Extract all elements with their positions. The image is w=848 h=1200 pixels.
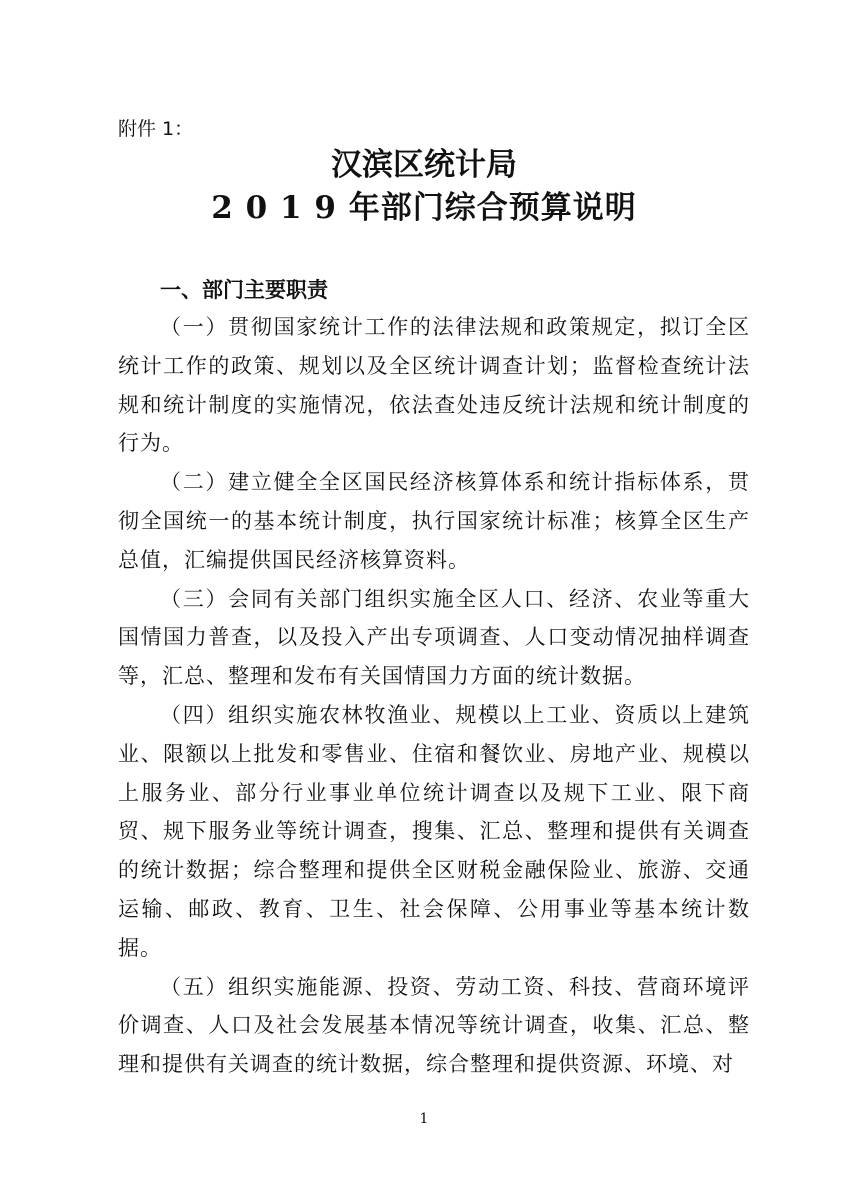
paragraph-3: （三）会同有关部门组织实施全区人口、经济、农业等重大国情国力普查，以及投入产出专项调查、人口变动情况抽样调查等，汇总、整理和发布有关国情国力方面的统计数据。 [118, 586, 750, 689]
section-body [118, 308, 750, 1084]
paragraph-4: （四）组织实施农林牧渔业、规模以上工业、资质以上建筑业、限额以上批发和零售业、住宿和餐饮业、房地产业、规模以上服务业、部分行业事业单位统计调查以及规下工业、限下商贸、规下服务业等统计调查，搜集、汇总、整理和提供有关调查的统计数据；综合整理和提供全区财税金融保险业、旅游、交通运输、邮政、教育、卫生、社会保障、公用事业等基本统计数据。 [118, 702, 750, 960]
attachment-label: 附件 1： [118, 118, 194, 140]
document-title-line2: 2 0 1 9 年部门综合预算说明 [211, 190, 637, 226]
paragraph-2: （二）建立健全全区国民经济核算体系和统计指标体系，贯彻全国统一的基本统计制度，执行国家统计标准；核算全区生产总值，汇编提供国民经济核算资料。 [118, 470, 750, 572]
section-heading: 一、部门主要职责 [160, 278, 328, 302]
paragraph-5: （五）组织实施能源、投资、劳动工资、科技、营商环境评价调查、人口及社会发展基本情况等统计调查，收集、汇总、整理和提供有关调查的统计数据，综合整理和提供资源、环境、对 [118, 974, 750, 1077]
document-title-line1: 汉滨区统计局 [331, 147, 517, 183]
paragraph-1: （一）贯彻国家统计工作的法律法规和政策规定，拟订全区统计工作的政策、规划以及全区统计调查计划；监督检查统计法规和统计制度的实施情况，依法查处违反统计法规和统计制度的行为。 [118, 315, 750, 456]
page-number: 1 [419, 1111, 429, 1127]
